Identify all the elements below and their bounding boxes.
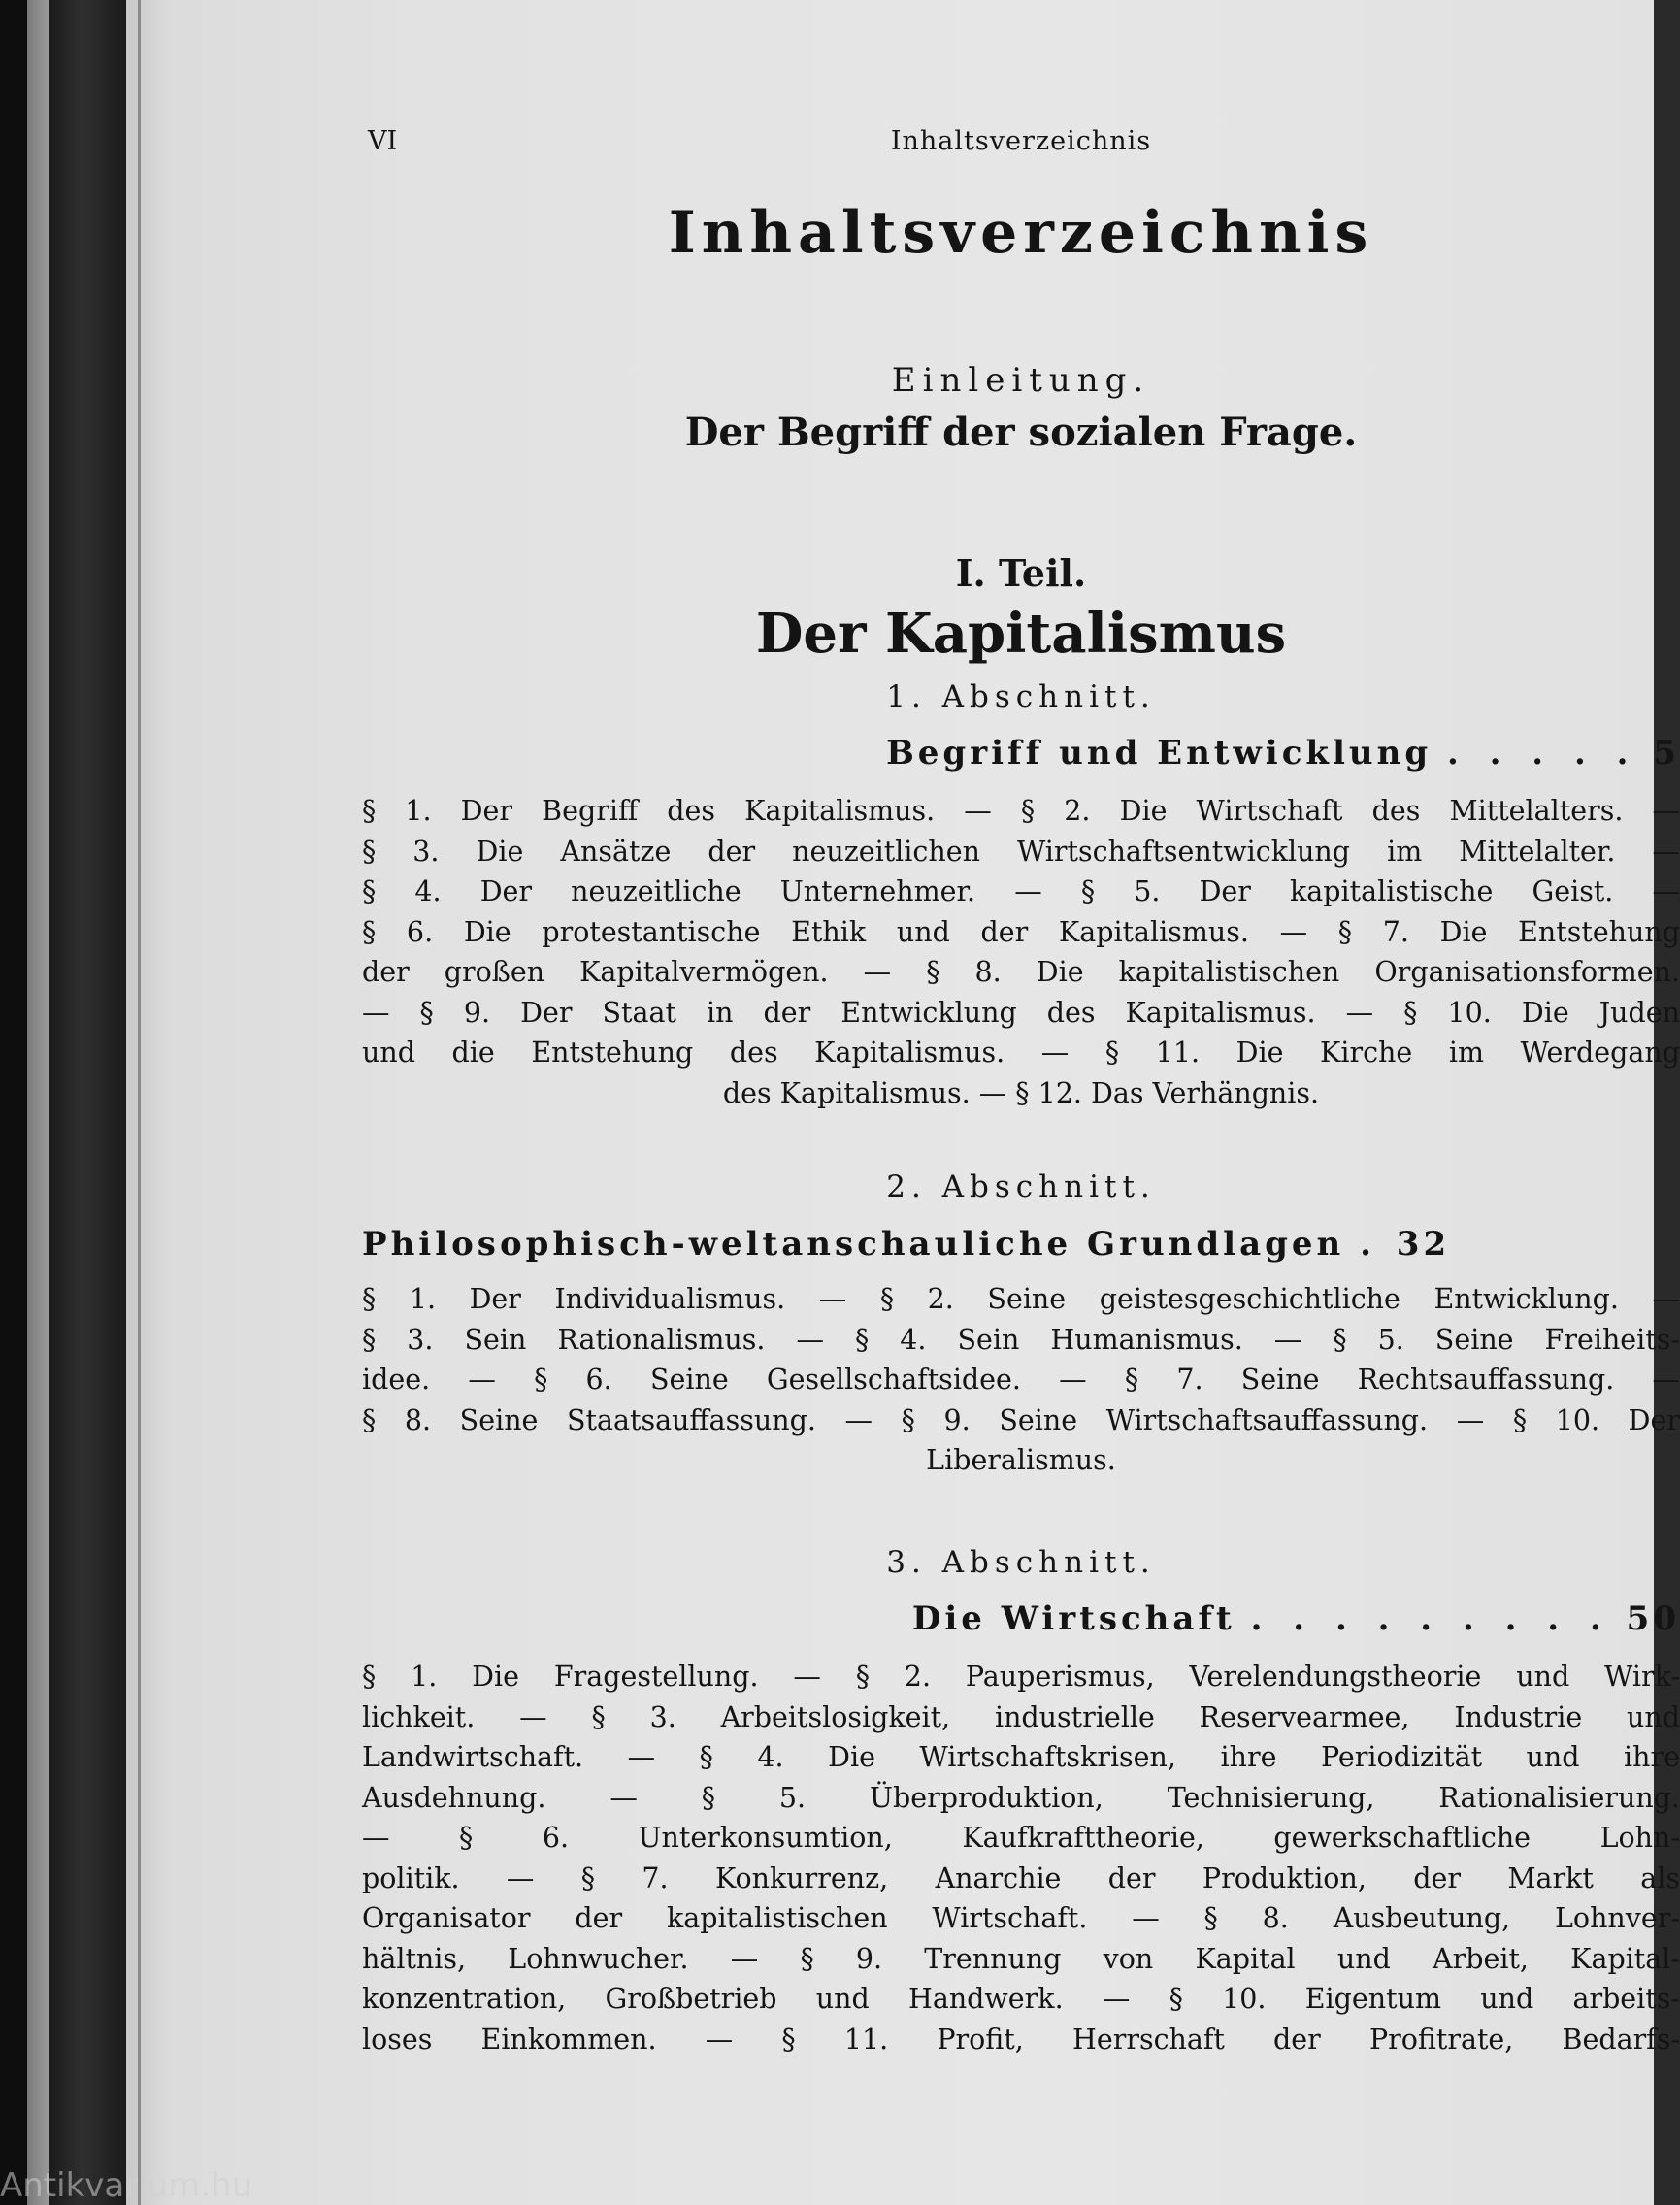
toc-line: — § 6. Unterkonsumtion, Kaufkrafttheorie, gewerkschaftliche Lohn- xyxy=(362,1822,1680,1854)
toc-line: Ausdehnung. — § 5. Überproduktion, Technisierung, Rationalisierung. xyxy=(362,1781,1680,1814)
toc-line: lichkeit. — § 3. Arbeitslosigkeit, industrielle Reservearmee, Industrie und xyxy=(362,1700,1680,1733)
section-3-label: 3. Abschnitt. xyxy=(886,1545,1156,1580)
section-2-label: 2. Abschnitt. xyxy=(886,1169,1156,1204)
book-spine-shadow xyxy=(0,0,27,2205)
toc-line: Liberalismus. xyxy=(926,1444,1116,1476)
page-fold-line xyxy=(138,0,141,2205)
section-3-title: Die Wirtschaft xyxy=(911,1599,1235,1638)
toc-line: Organisator der kapitalistischen Wirtschaft. — § 8. Ausbeutung, Lohnver- xyxy=(362,1902,1680,1934)
section-2-leader: . xyxy=(1360,1225,1381,1264)
section-1-leader: . . . . . xyxy=(1446,734,1638,773)
section-3-leader: . . . . . . . . . xyxy=(1250,1599,1611,1638)
toc-line: idee. — § 6. Seine Gesellschaftsidee. — § 7. Seine Rechtsauffassung. — xyxy=(362,1364,1680,1396)
section-1-heading xyxy=(362,734,1680,773)
introduction-title: Der Begriff der sozialen Frage. xyxy=(684,410,1358,455)
part-label: I. Teil. xyxy=(955,551,1087,595)
toc-line: Landwirtschaft. — § 4. Die Wirtschaftskrisen, ihre Periodizität und ihre xyxy=(362,1741,1680,1773)
running-head xyxy=(362,126,1680,165)
toc-line: § 3. Sein Rationalismus. — § 4. Sein Humanismus. — § 5. Seine Freiheits- xyxy=(362,1323,1680,1356)
page-stack-edge xyxy=(27,0,49,2205)
watermark: Antikvarium.hu xyxy=(0,2166,253,2205)
section-1-contents xyxy=(362,791,1680,1113)
section-2-page: 32 xyxy=(1396,1225,1451,1264)
running-title: Inhaltsverzeichnis xyxy=(890,126,1152,156)
toc-line: — § 9. Der Staat in der Entwicklung des Kapitalismus. — § 10. Die Juden xyxy=(362,996,1680,1029)
book-page xyxy=(126,0,1680,2205)
part-title: Der Kapitalismus xyxy=(755,602,1287,666)
toc-line: und die Entstehung des Kapitalismus. — § 11. Die Kirche im Werdegang xyxy=(362,1037,1680,1069)
toc-line: § 8. Seine Staatsauffassung. — § 9. Seine Wirtschaftsauffassung. — § 10. Der xyxy=(362,1403,1680,1436)
section-2-heading xyxy=(362,1225,1680,1264)
toc-line: § 1. Die Fragestellung. — § 2. Pauperismus, Verelendungstheorie und Wirk- xyxy=(362,1661,1680,1693)
introduction-label: Einleitung. xyxy=(891,361,1151,400)
section-2-contents xyxy=(362,1279,1680,1481)
toc-line: konzentration, Großbetrieb und Handwerk. — § 10. Eigentum und arbeits- xyxy=(362,1983,1680,2015)
toc-line: loses Einkommen. — § 11. Profit, Herrschaft der Profitrate, Bedarfs- xyxy=(362,2023,1680,2056)
toc-line: hältnis, Lohnwucher. — § 9. Trennung von Kapital und Arbeit, Kapital- xyxy=(362,1942,1680,1975)
page-title: Inhaltsverzeichnis xyxy=(668,199,1374,267)
toc-line: § 1. Der Begriff des Kapitalismus. — § 2. Die Wirtschaft des Mittelalters. — xyxy=(362,795,1680,827)
toc-line: des Kapitalismus. — § 12. Das Verhängnis. xyxy=(722,1076,1320,1109)
toc-line: § 4. Der neuzeitliche Unternehmer. — § 5. Der kapitalistische Geist. — xyxy=(362,875,1680,907)
toc-line: § 6. Die protestantische Ethik und der Kapitalismus. — § 7. Die Entstehung xyxy=(362,915,1680,948)
section-3-contents xyxy=(362,1657,1680,2059)
section-1-page: 5 xyxy=(1653,734,1680,773)
toc-line: § 1. Der Individualismus. — § 2. Seine geistesgeschichtliche Entwicklung. — xyxy=(362,1283,1680,1315)
section-3-heading xyxy=(362,1599,1680,1638)
toc-line: politik. — § 7. Konkurrenz, Anarchie der Produktion, der Markt als xyxy=(362,1861,1680,1894)
section-1-title: Begriff und Entwicklung xyxy=(886,734,1433,773)
toc-line: § 3. Die Ansätze der neuzeitlichen Wirtschaftsentwicklung im Mittelalter. — xyxy=(362,835,1680,868)
section-1-label: 1. Abschnitt. xyxy=(886,679,1156,714)
page-number: VI xyxy=(368,126,398,156)
binding-gutter xyxy=(49,0,126,2205)
section-3-page: 50 xyxy=(1626,1599,1680,1638)
section-2-title: Philosophisch-weltanschauliche Grundlagen xyxy=(362,1225,1345,1264)
toc-line: der großen Kapitalvermögen. — § 8. Die kapitalistischen Organisationsformen. xyxy=(362,956,1680,988)
